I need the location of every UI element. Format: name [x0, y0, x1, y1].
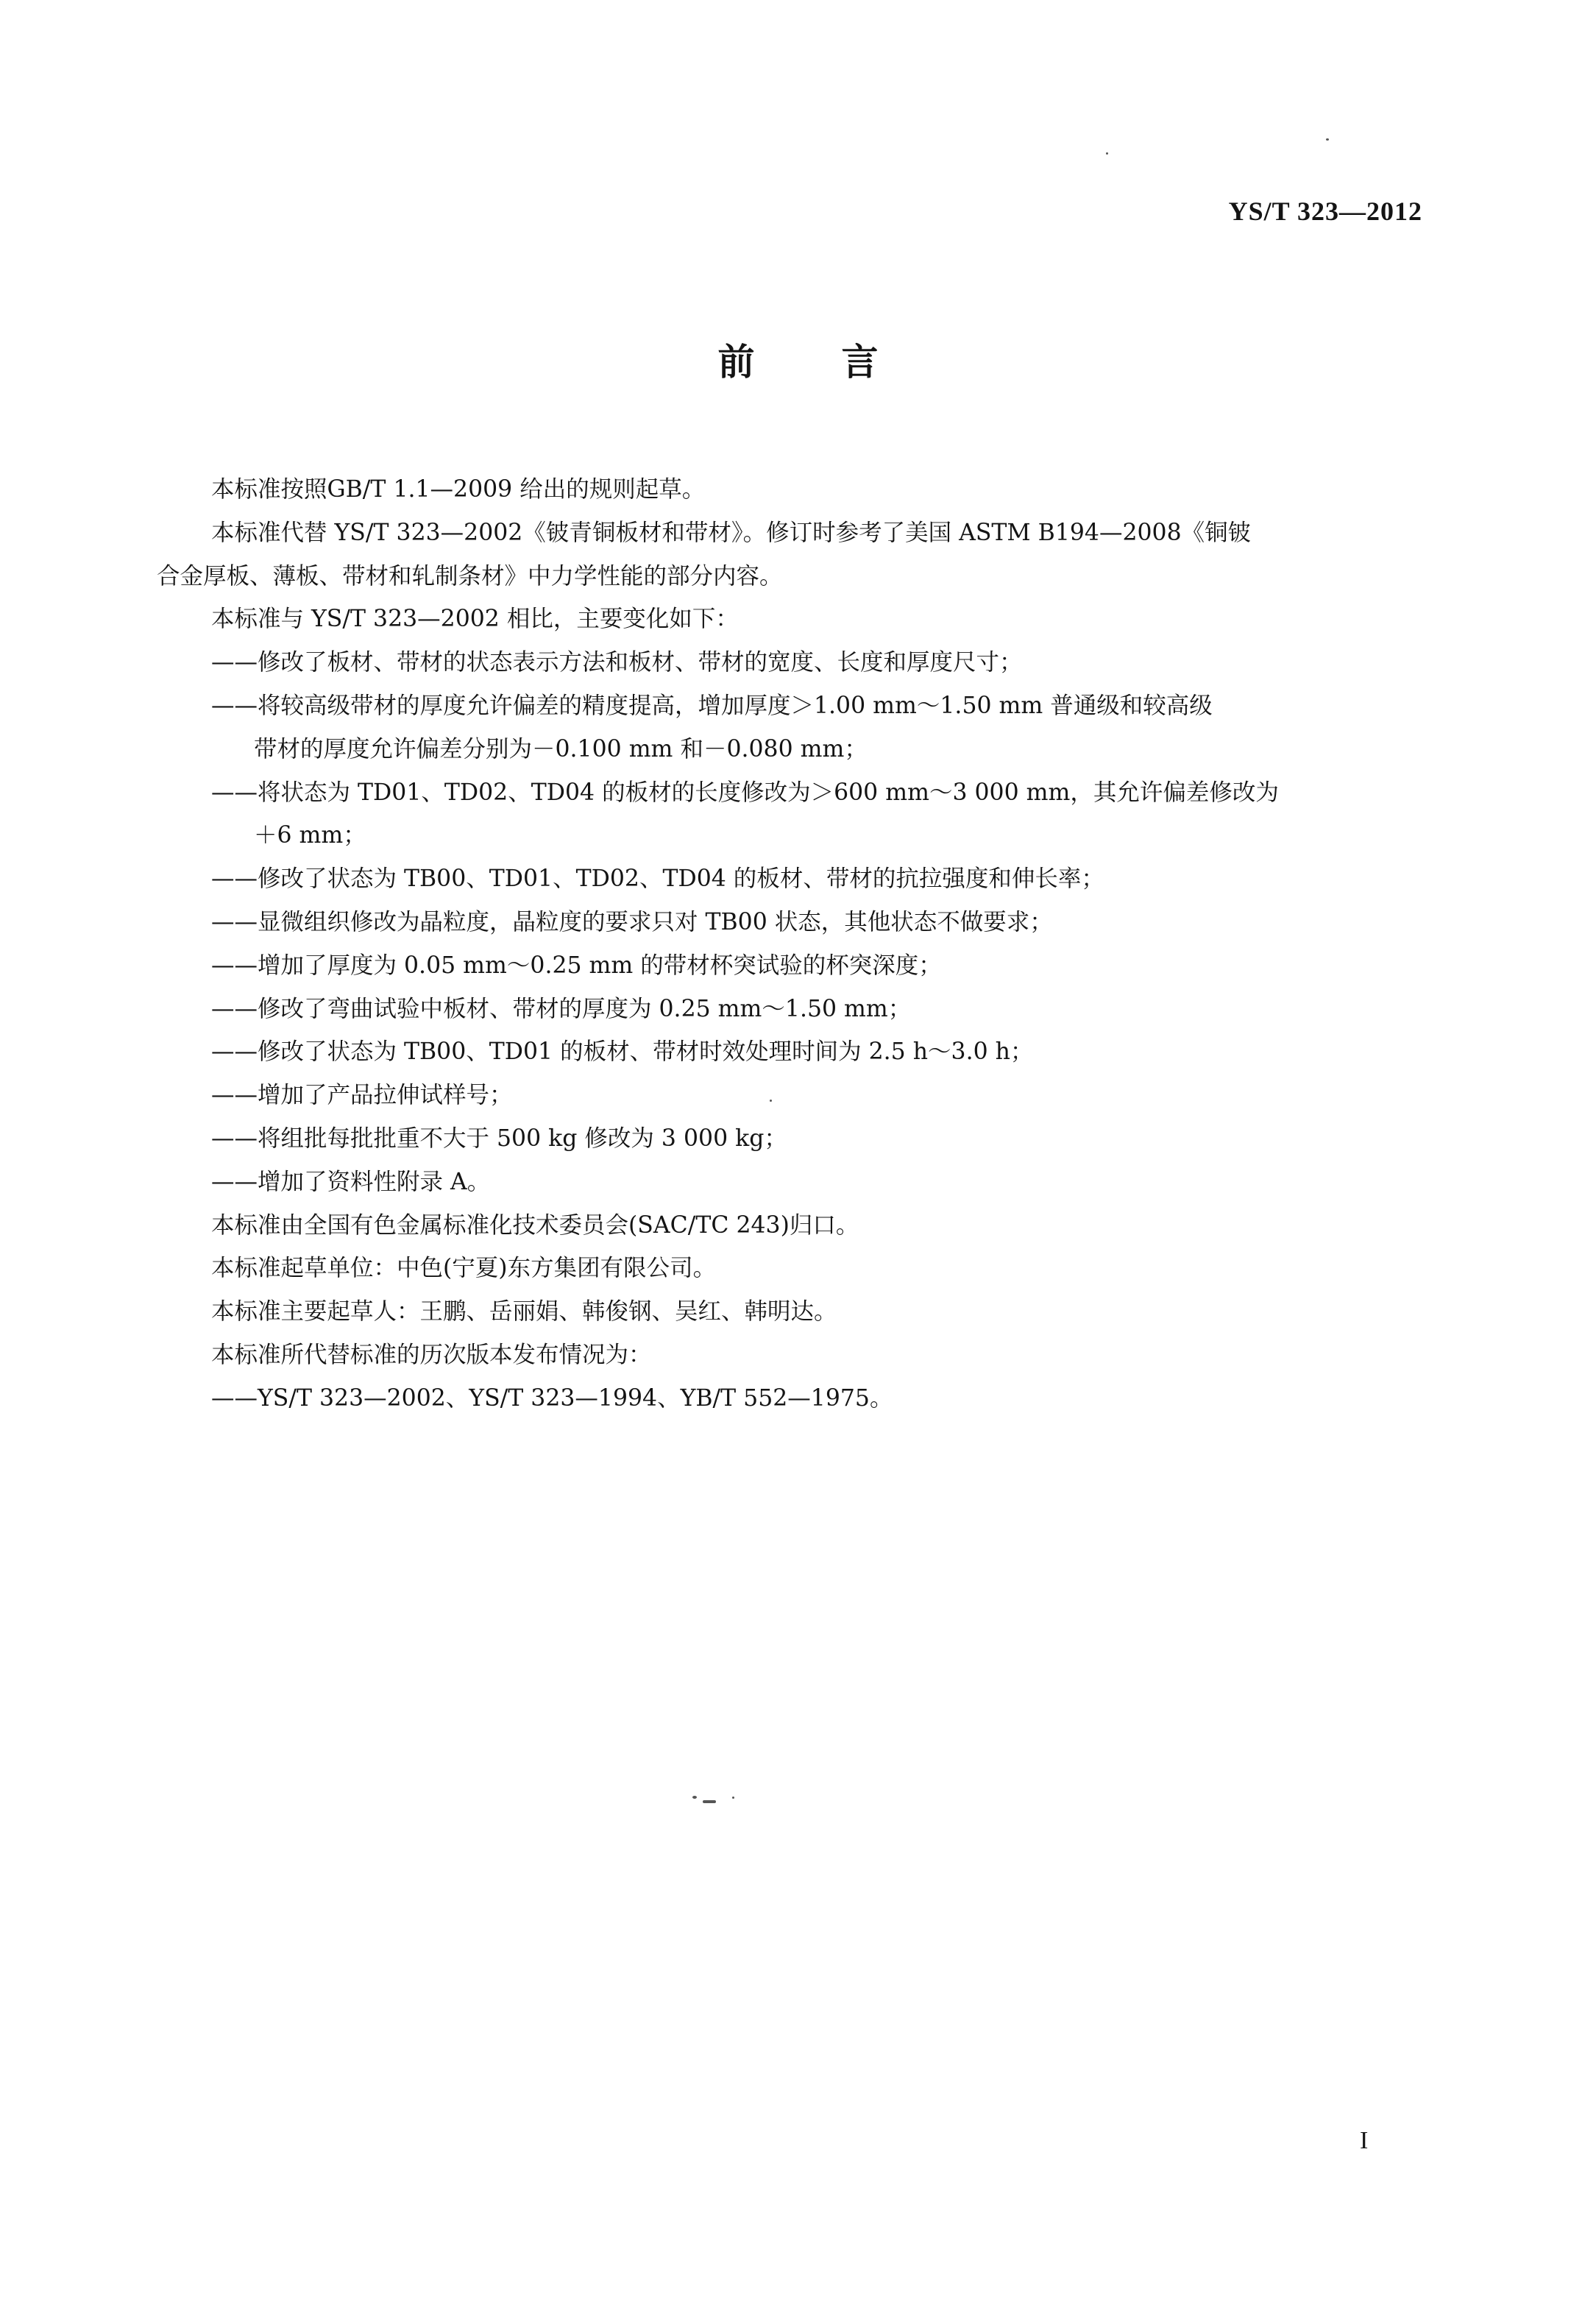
scan-speck: [770, 1100, 772, 1102]
paragraph-committee: 本标准由全国有色金属标准化技术委员会(SAC/TC 243)归口。: [211, 1211, 859, 1239]
history-item: ——YS/T 323—2002、YS/T 323—1994、YB/T 552—1975。: [211, 1384, 893, 1412]
change-item: ——增加了产品拉伸试样号；: [211, 1082, 513, 1109]
paragraph-replaces-line-2: 合金厚板、薄板、带材和轧制条材》中力学性能的部分内容。: [157, 562, 783, 590]
scan-speck: [692, 1796, 697, 1799]
change-item: ——将组批每批批重不大于 500 kg 修改为 3 000 kg；: [211, 1125, 787, 1152]
paragraph-replaces-line-1: 本标准代替 YS/T 323—2002《铍青铜板材和带材》。修订时参考了美国 ASTM B194—2008《铜铍: [211, 519, 1252, 546]
page-title: [0, 333, 1596, 386]
foreword-body: [157, 468, 1422, 1420]
change-item: ——修改了板材、带材的状态表示方法和板材、带材的宽度、长度和厚度尺寸；: [211, 649, 1023, 676]
change-item: ——将状态为 TD01、TD02、TD04 的板材的长度修改为＞600 mm～3 000 mm，其允许偏差修改为: [211, 779, 1279, 806]
paragraph-drafters: 本标准主要起草人：王鹏、岳丽娟、韩俊钢、吴红、韩明达。: [211, 1298, 837, 1326]
change-item: ——修改了弯曲试验中板材、带材的厚度为 0.25 mm～1.50 mm；: [211, 995, 912, 1022]
paragraph-changes-intro: 本标准与 YS/T 323—2002 相比，主要变化如下：: [211, 606, 739, 633]
page-number: I: [1360, 2127, 1369, 2154]
change-item-continuation: 带材的厚度允许偏差分别为－0.100 mm 和－0.080 mm；: [254, 735, 868, 762]
change-item: ——将较高级带材的厚度允许偏差的精度提高，增加厚度＞1.00 mm～1.50 mm 普通级和较高级: [211, 692, 1213, 719]
scan-speck: [1106, 152, 1108, 155]
title-char-2: 言: [841, 341, 879, 383]
scan-speck: [703, 1800, 716, 1803]
change-item: ——修改了状态为 TB00、TD01 的板材、带材时效处理时间为 2.5 h～3.0 h；: [211, 1038, 1034, 1066]
change-item: ——增加了厚度为 0.05 mm～0.25 mm 的带材杯突试验的杯突深度；: [211, 952, 942, 979]
change-item: ——增加了资料性附录 A。: [211, 1168, 491, 1195]
change-item: ——修改了状态为 TB00、TD01、TD02、TD04 的板材、带材的抗拉强度和伸长率；: [211, 866, 1104, 893]
scan-speck: [1326, 138, 1329, 141]
paragraph-drafting-rules: 本标准按照GB/T 1.1—2009 给出的规则起草。: [211, 476, 706, 503]
scan-speck: [732, 1797, 734, 1799]
change-item-continuation: ＋6 mm；: [254, 822, 366, 849]
paragraph-drafting-unit: 本标准起草单位：中色(宁夏)东方集团有限公司。: [211, 1255, 717, 1282]
standard-code: YS/T 323—2012: [1228, 197, 1422, 226]
paragraph-history-intro: 本标准所代替标准的历次版本发布情况为：: [211, 1341, 652, 1368]
title-char-1: 前: [717, 341, 755, 383]
change-item: ——显微组织修改为晶粒度，晶粒度的要求只对 TB00 状态，其他状态不做要求；: [211, 908, 1053, 935]
